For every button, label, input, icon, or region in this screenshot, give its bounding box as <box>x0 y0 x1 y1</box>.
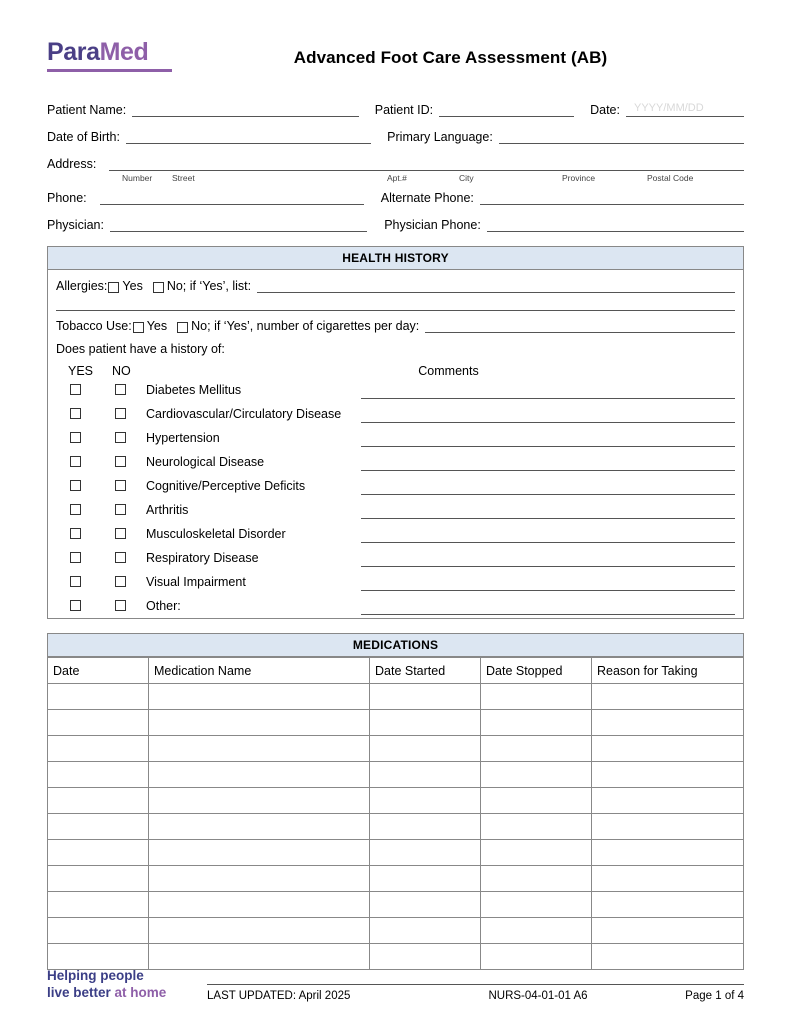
history-row <box>56 570 735 594</box>
tobacco-label: Tobacco Use: <box>56 319 132 333</box>
med-cell[interactable] <box>48 840 149 866</box>
history-no-checkbox-9[interactable] <box>96 599 146 613</box>
history-yes-checkbox-4[interactable] <box>56 479 96 493</box>
history-comment-input-7[interactable] <box>361 549 735 567</box>
logo-underline <box>47 69 172 72</box>
med-cell[interactable] <box>370 736 481 762</box>
med-cell[interactable] <box>370 866 481 892</box>
allergies-yes-label: Yes <box>122 279 143 293</box>
history-row <box>56 594 735 618</box>
history-condition-label: Visual Impairment <box>146 575 246 589</box>
med-cell[interactable] <box>481 762 592 788</box>
paramed-logo <box>47 26 197 72</box>
med-cell[interactable] <box>48 684 149 710</box>
history-no-checkbox-7[interactable] <box>96 551 146 565</box>
page-header <box>47 26 744 72</box>
history-yes-checkbox-6[interactable] <box>56 527 96 541</box>
history-row <box>56 378 735 402</box>
med-cell[interactable] <box>592 944 744 970</box>
med-col-date-stopped: Date Stopped <box>481 658 592 684</box>
table-row <box>48 710 744 736</box>
subcaption-city: City <box>459 173 474 183</box>
med-cell[interactable] <box>48 866 149 892</box>
history-condition-label: Respiratory Disease <box>146 551 259 565</box>
med-cell[interactable] <box>592 684 744 710</box>
med-col-name: Medication Name <box>149 658 370 684</box>
address-label: Address: <box>47 157 97 171</box>
med-cell[interactable] <box>481 788 592 814</box>
history-comment-input-0[interactable] <box>361 381 735 399</box>
med-cell[interactable] <box>149 762 370 788</box>
dob-label: Date of Birth: <box>47 130 120 144</box>
history-comment-input-5[interactable] <box>361 501 735 519</box>
history-condition-label: Cardiovascular/Circulatory Disease <box>146 407 342 421</box>
history-row <box>56 522 735 546</box>
history-comment-input-3[interactable] <box>361 453 735 471</box>
med-cell[interactable] <box>149 736 370 762</box>
address-subcaptions <box>47 173 744 186</box>
med-cell[interactable] <box>370 892 481 918</box>
column-header-no: NO <box>112 364 131 378</box>
history-condition-label: Other: <box>146 599 181 613</box>
med-cell[interactable] <box>481 866 592 892</box>
med-cell[interactable] <box>149 814 370 840</box>
history-comment-input-4[interactable] <box>361 477 735 495</box>
med-cell[interactable] <box>370 944 481 970</box>
history-condition-label: Diabetes Mellitus <box>146 383 242 397</box>
medications-body <box>48 684 744 970</box>
med-cell[interactable] <box>370 814 481 840</box>
subcaption-number: Number <box>122 173 153 183</box>
patient-name-input[interactable] <box>132 100 359 117</box>
table-row <box>48 762 744 788</box>
med-cell[interactable] <box>592 814 744 840</box>
footer-form-code: NURS-04-01-01 A6 <box>488 990 588 1002</box>
med-cell[interactable] <box>149 788 370 814</box>
subcaption-province: Province <box>562 173 596 183</box>
allergies-list-input[interactable] <box>257 277 735 293</box>
med-cell[interactable] <box>48 788 149 814</box>
date-input[interactable] <box>626 100 744 117</box>
medications-header: MEDICATIONS <box>47 633 744 657</box>
allergies-no-label: No; if ‘Yes’, list: <box>166 279 252 293</box>
logo-text-med: Med <box>99 38 149 66</box>
history-no-checkbox-8[interactable] <box>96 575 146 589</box>
page-footer <box>47 968 744 1002</box>
history-no-checkbox-4[interactable] <box>96 479 146 493</box>
history-rows <box>56 378 735 618</box>
date-label: Date: <box>590 103 620 117</box>
tobacco-yes-label: Yes <box>146 319 168 333</box>
med-cell[interactable] <box>481 918 592 944</box>
table-row <box>48 788 744 814</box>
med-cell[interactable] <box>149 684 370 710</box>
subcaption-postal-code: Postal Code <box>647 173 694 183</box>
med-cell[interactable] <box>48 762 149 788</box>
allergies-label: Allergies: <box>56 279 108 293</box>
history-yes-checkbox-0[interactable] <box>56 383 96 397</box>
history-condition-label: Arthritis <box>146 503 189 517</box>
history-comment-input-9[interactable] <box>361 597 735 615</box>
patient-name-label: Patient Name: <box>47 103 127 117</box>
tagline <box>47 968 207 1002</box>
history-condition-label: Musculoskeletal Disorder <box>146 527 286 541</box>
physician-phone-input[interactable] <box>487 215 744 232</box>
history-row <box>56 426 735 450</box>
med-cell[interactable] <box>370 762 481 788</box>
history-no-checkbox-1[interactable] <box>96 407 146 421</box>
history-yes-checkbox-3[interactable] <box>56 455 96 469</box>
med-col-date-started: Date Started <box>370 658 481 684</box>
history-comment-input-1[interactable] <box>361 405 735 423</box>
med-cell[interactable] <box>481 814 592 840</box>
history-row <box>56 402 735 426</box>
med-cell[interactable] <box>592 892 744 918</box>
med-cell[interactable] <box>149 710 370 736</box>
physician-label: Physician: <box>47 218 104 232</box>
med-cell[interactable] <box>370 684 481 710</box>
health-history-header: HEALTH HISTORY <box>47 246 744 270</box>
alternate-phone-label: Alternate Phone: <box>380 191 474 205</box>
med-cell[interactable] <box>48 710 149 736</box>
med-cell[interactable] <box>592 788 744 814</box>
physician-row <box>47 213 744 232</box>
med-cell[interactable] <box>48 892 149 918</box>
history-yes-checkbox-9[interactable] <box>56 599 96 613</box>
med-cell[interactable] <box>48 736 149 762</box>
med-cell[interactable] <box>149 918 370 944</box>
history-no-checkbox-2[interactable] <box>96 431 146 445</box>
history-no-checkbox-6[interactable] <box>96 527 146 541</box>
med-cell[interactable] <box>149 866 370 892</box>
history-yes-checkbox-2[interactable] <box>56 431 96 445</box>
table-row <box>48 892 744 918</box>
med-cell[interactable] <box>370 918 481 944</box>
history-column-headers <box>56 364 735 378</box>
history-no-checkbox-0[interactable] <box>96 383 146 397</box>
history-no-checkbox-3[interactable] <box>96 455 146 469</box>
med-cell[interactable] <box>481 684 592 710</box>
primary-language-label: Primary Language: <box>387 130 493 144</box>
health-history-section <box>47 246 744 619</box>
tobacco-no-label: No; if ‘Yes’, number of cigarettes per day: <box>191 319 420 333</box>
med-cell[interactable] <box>481 710 592 736</box>
med-col-date: Date <box>48 658 149 684</box>
patient-name-row <box>47 98 744 117</box>
history-yes-checkbox-5[interactable] <box>56 503 96 517</box>
tobacco-count-input[interactable] <box>425 317 735 333</box>
physician-phone-label: Physician Phone: <box>384 218 481 232</box>
phone-row <box>47 186 744 205</box>
history-comment-input-6[interactable] <box>361 525 735 543</box>
med-cell[interactable] <box>592 918 744 944</box>
med-cell[interactable] <box>370 840 481 866</box>
history-row <box>56 474 735 498</box>
history-yes-checkbox-7[interactable] <box>56 551 96 565</box>
med-cell[interactable] <box>48 944 149 970</box>
footer-page-number: Page 1 of 4 <box>685 990 744 1002</box>
tobacco-row <box>56 317 735 333</box>
tobacco-no-checkbox[interactable] <box>177 322 188 333</box>
tobacco-yes-checkbox[interactable] <box>133 322 144 333</box>
med-cell[interactable] <box>149 892 370 918</box>
med-cell[interactable] <box>370 788 481 814</box>
footer-last-updated: LAST UPDATED: April 2025 <box>207 990 351 1002</box>
dob-input[interactable] <box>126 127 371 144</box>
phone-label: Phone: <box>47 191 87 205</box>
med-cell[interactable] <box>592 736 744 762</box>
history-row <box>56 546 735 570</box>
med-cell[interactable] <box>370 710 481 736</box>
table-row <box>48 736 744 762</box>
allergies-no-checkbox[interactable] <box>153 282 164 293</box>
medications-header-row <box>48 658 744 684</box>
history-prompt: Does patient have a history of: <box>56 342 225 356</box>
table-row <box>48 684 744 710</box>
med-col-reason: Reason for Taking <box>592 658 744 684</box>
history-yes-checkbox-8[interactable] <box>56 575 96 589</box>
logo-text-para: Para <box>47 38 100 66</box>
table-row <box>48 840 744 866</box>
primary-language-input[interactable] <box>499 127 744 144</box>
med-cell[interactable] <box>592 840 744 866</box>
medications-table <box>47 657 744 970</box>
footer-bar <box>207 984 744 1002</box>
history-yes-checkbox-1[interactable] <box>56 407 96 421</box>
history-condition-label: Cognitive/Perceptive Deficits <box>146 479 306 493</box>
medications-section <box>47 633 744 970</box>
allergies-yes-checkbox[interactable] <box>108 282 119 293</box>
med-cell[interactable] <box>592 710 744 736</box>
history-comment-input-8[interactable] <box>361 573 735 591</box>
address-row <box>47 152 744 171</box>
allergies-row <box>56 277 735 293</box>
phone-input[interactable] <box>100 188 364 205</box>
table-row <box>48 944 744 970</box>
history-comment-input-2[interactable] <box>361 429 735 447</box>
med-cell[interactable] <box>149 840 370 866</box>
med-cell[interactable] <box>481 736 592 762</box>
med-cell[interactable] <box>481 840 592 866</box>
med-cell[interactable] <box>592 762 744 788</box>
history-no-checkbox-5[interactable] <box>96 503 146 517</box>
alternate-phone-input[interactable] <box>480 188 744 205</box>
table-row <box>48 866 744 892</box>
table-row <box>48 918 744 944</box>
address-input[interactable] <box>109 154 744 171</box>
med-cell[interactable] <box>481 944 592 970</box>
health-history-body <box>47 270 744 619</box>
date-placeholder: YYYY/MM/DD <box>634 102 704 114</box>
med-cell[interactable] <box>48 918 149 944</box>
physician-input[interactable] <box>110 215 367 232</box>
column-header-yes: YES <box>68 364 94 378</box>
med-cell[interactable] <box>149 944 370 970</box>
subcaption-street: Street <box>172 173 195 183</box>
tagline-line-1: Helping people <box>47 968 144 984</box>
med-cell[interactable] <box>592 866 744 892</box>
med-cell[interactable] <box>481 892 592 918</box>
patient-id-input[interactable] <box>439 100 574 117</box>
tagline-line-2a: live better <box>47 985 115 1001</box>
page-title: Advanced Foot Care Assessment (AB) <box>293 48 608 67</box>
med-cell[interactable] <box>48 814 149 840</box>
history-row <box>56 498 735 522</box>
table-row <box>48 814 744 840</box>
history-row <box>56 450 735 474</box>
subcaption-apt: Apt.# <box>387 173 407 183</box>
dob-row <box>47 125 744 144</box>
column-header-comments: Comments <box>418 364 479 378</box>
allergies-list-input-line2[interactable] <box>56 295 735 311</box>
history-condition-label: Hypertension <box>146 431 220 445</box>
tagline-line-2b: at home <box>114 985 167 1001</box>
demographics-section <box>47 98 744 232</box>
history-condition-label: Neurological Disease <box>146 455 265 469</box>
patient-id-label: Patient ID: <box>374 103 434 117</box>
